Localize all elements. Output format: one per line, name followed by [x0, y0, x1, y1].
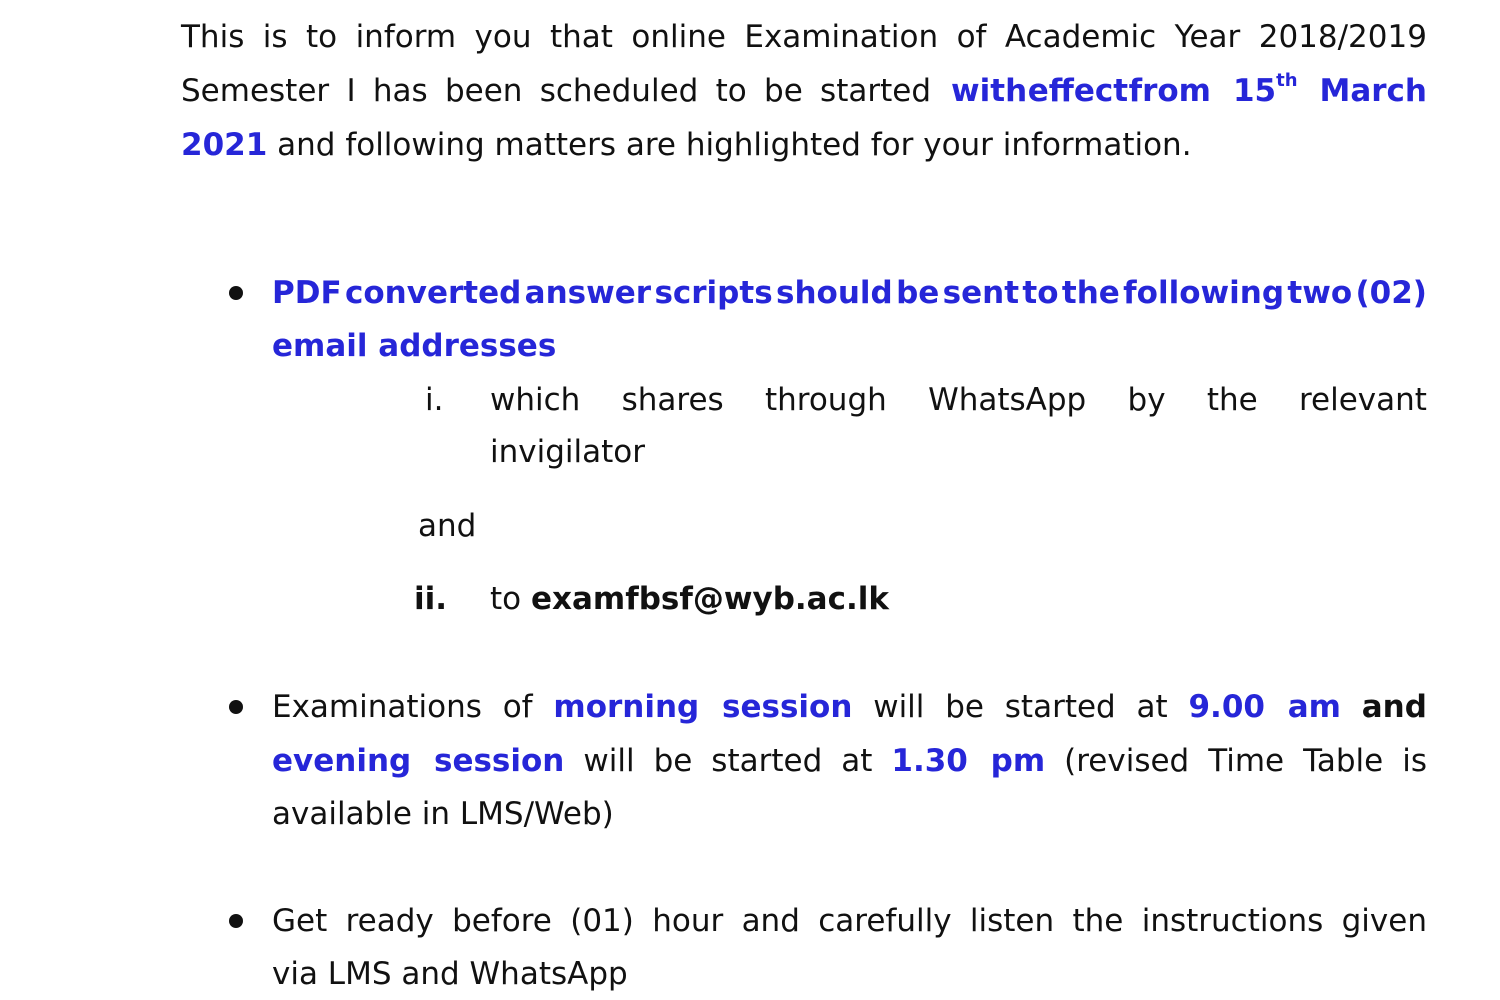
word: through — [764, 382, 887, 418]
word: be — [896, 275, 940, 311]
word: two — [1287, 275, 1353, 311]
word: inform — [355, 19, 457, 55]
word: carefully — [818, 903, 952, 939]
intro-line-3: 2021 and following matters are highlighted for your information. — [181, 127, 1192, 163]
word: you — [474, 19, 532, 55]
evening-session: evening session — [272, 743, 565, 779]
word: be — [764, 73, 803, 109]
word: answer — [524, 275, 652, 311]
word: listen — [969, 903, 1055, 939]
word: effect — [1027, 73, 1129, 109]
bullet-dot-3 — [229, 914, 243, 928]
word: online — [631, 19, 726, 55]
word: before — [452, 903, 552, 939]
word: scripts — [654, 275, 773, 311]
morning-time: 9.00 am — [1188, 689, 1341, 725]
connector-and: and — [418, 508, 477, 544]
word: This — [181, 19, 245, 55]
word: should — [776, 275, 893, 311]
word: of — [956, 19, 987, 55]
word: to — [306, 19, 338, 55]
item-ii-line: to examfbsf@wyb.ac.lk — [490, 581, 889, 617]
bullet-3-line-2: via LMS and WhatsApp — [272, 956, 628, 992]
intro-line-1 — [181, 13, 1427, 61]
word: given — [1341, 903, 1427, 939]
item-i-line-2: invigilator — [490, 434, 645, 470]
intro-line-2-words — [181, 67, 931, 115]
word: by — [1127, 382, 1166, 418]
word: with — [951, 73, 1028, 109]
bullet-dot-1 — [229, 286, 243, 300]
word: converted — [345, 275, 522, 311]
word: the — [1206, 382, 1258, 418]
word: the — [1072, 903, 1124, 939]
word: the — [1061, 275, 1120, 311]
item-ii-numeral: ii. — [414, 581, 448, 617]
word: Year — [1174, 19, 1241, 55]
bullet-1-line-1 — [272, 269, 1427, 317]
word: WhatsApp — [928, 382, 1087, 418]
bullet-3-line-1 — [272, 897, 1427, 945]
word: is — [262, 19, 288, 55]
word: following — [1123, 275, 1285, 311]
bullet-dot-2 — [229, 700, 243, 714]
word: Examination — [744, 19, 939, 55]
word: scheduled — [539, 73, 699, 109]
word: and — [741, 903, 800, 939]
exam-email: examfbsf@wyb.ac.lk — [530, 581, 889, 617]
word: PDF — [272, 275, 342, 311]
word: (02) — [1355, 275, 1427, 311]
word: instructions — [1141, 903, 1324, 939]
word: to — [715, 73, 747, 109]
word: I — [346, 73, 356, 109]
effective-date: with effect from 15th March — [951, 67, 1427, 115]
evening-time: 1.30 pm — [891, 743, 1046, 779]
intro-line-2 — [181, 67, 1427, 115]
word: 2018/2019 — [1258, 19, 1427, 55]
word: been — [444, 73, 523, 109]
bullet-2-line-1: Examinations of morning session will be started at 9.00 am and — [272, 683, 1427, 731]
word: has — [372, 73, 428, 109]
effective-year: 2021 — [181, 127, 268, 163]
word: from — [1128, 73, 1211, 109]
word: Semester — [181, 73, 330, 109]
word: relevant — [1298, 382, 1427, 418]
morning-session: morning session — [553, 689, 853, 725]
item-i-numeral: i. — [425, 382, 444, 418]
word: hour — [652, 903, 724, 939]
word: (01) — [570, 903, 634, 939]
item-i-line-1 — [490, 376, 1427, 424]
word: ready — [345, 903, 434, 939]
word: sent — [942, 275, 1020, 311]
word: which — [490, 382, 581, 418]
bullet-2-line-2: evening session will be started at 1.30 pm (revised Time Table is — [272, 737, 1427, 785]
word: Academic — [1004, 19, 1157, 55]
bullet-1-line-2: email addresses — [272, 328, 557, 364]
bullet-2-line-3: available in LMS/Web) — [272, 796, 614, 832]
word: shares — [621, 382, 724, 418]
word: that — [549, 19, 613, 55]
word: started — [820, 73, 931, 109]
word: Get — [272, 903, 328, 939]
word: to — [1022, 275, 1059, 311]
